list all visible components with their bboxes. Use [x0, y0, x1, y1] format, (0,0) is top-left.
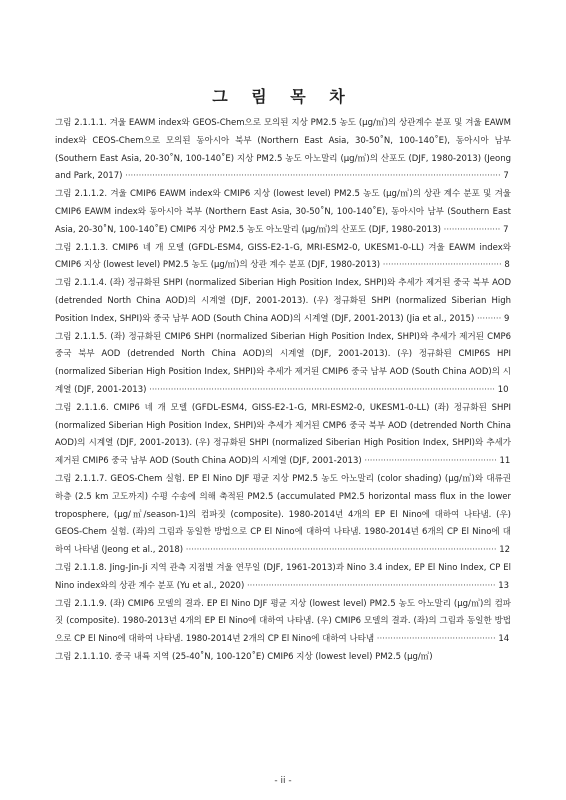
dot-leader: ···················································································································	[185, 545, 497, 556]
entry-caption: 그림 2.1.1.3. CMIP6 네 개 모델 (GFDL-ESM4, GISS-E2-1-G, MRI-ESM2-0, UKESM1-0-LL) 겨울 EAWM index와 CMIP6 지상 (lowest level) PM2.5 농도 (μg/㎥)의 상관 계수 분포 (DJF, 1980-2013)	[55, 242, 511, 271]
entry-page-number: 7	[503, 171, 509, 182]
entry-caption: 그림 2.1.1.2. 겨울 CMIP6 EAWM index와 CMIP6 지상 (lowest level) PM2.5 농도 (μg/㎥)의 상관 계수 분포 및 겨울 CMIP6 EAWM index와 동아시아 북부 (Northern East Asia, 30-50˚N, 100-140˚E), 동아시아 남부 (Southern East Asia, 20-30˚N, 100-140˚E) CMIP6 지상 PM2.5 농도 아노말리 (μg/㎥)의 산포도 (DJF, 1980-2013)	[55, 189, 511, 235]
entry-caption: 그림 2.1.1.6. CMIP6 네 개 모델 (GFDL-ESM4, GISS-E2-1-G, MRI-ESM2-0, UKESM1-0-LL) (좌) 정규화된 SHPI (normalized Siberian High Position Index, SHPI)와 추세가 제거된 CMP6 중국 북부 AOD (detrended North China AOD)의 시계열 (DJF, 2001-2013). (우) 정규화된 SHPI (normalized Siberian High Position Index, SHPI)와 추세가 제거된 CMIP6 중국 남부 AOD (South China AOD)의 시계열 (DJF, 2001-2013)	[55, 402, 511, 467]
page-number-footer: - ii -	[274, 776, 292, 786]
toc-entry[interactable]	[55, 596, 511, 649]
toc-entry[interactable]	[55, 649, 511, 667]
entry-page-number: 9	[504, 313, 510, 324]
toc-entry[interactable]	[55, 560, 511, 596]
entry-page-number: 10	[497, 384, 509, 395]
dot-leader: ···········································································································································	[125, 171, 501, 182]
toc-entry[interactable]	[55, 115, 511, 186]
toc-entry[interactable]	[55, 275, 511, 328]
page-title: 그 림 목 차	[212, 87, 354, 106]
dot-leader: ·········	[476, 313, 502, 324]
entry-caption: 그림 2.1.1.10. 중국 내륙 지역 (25-40˚N, 100-120˚E) CMIP6 지상 (lowest level) PM2.5 (μg/㎥)	[55, 651, 433, 662]
entry-caption: 그림 2.1.1.4. (좌) 정규화된 SHPI (normalized Siberian High Position Index, SHPI)와 추세가 제거된 중국 북부 AOD (detrended North China AOD)의 시계열 (DJF, 2001-2013). (우) 정규화된 SHPI (normalized Siberian High Position Index, SHPI)와 중국 남부 AOD (South China AOD)의 시계열 (DJF, 2001-2013) (Jia et al., 2015)	[55, 278, 511, 324]
entry-caption: 그림 2.1.1.8. Jing-Jin-Ji 지역 관측 지점별 겨울 연무일 (DJF, 1961-2013)과 Nino 3.4 index, EP El Nino Index, CP El Nino index와의 상관 계수 분포 (Yu et al., 2020)	[55, 562, 511, 591]
toc-entry[interactable]	[55, 400, 511, 471]
entry-page-number: 14	[498, 634, 510, 645]
dot-leader: ············································	[382, 260, 502, 271]
dot-leader: ····························································································	[246, 580, 496, 591]
entry-caption: 그림 2.1.1.9. (좌) CMIP6 모델의 결과. EP El Nino DJF 평균 지상 (lowest level) PM2.5 농도 아노말리 (μg/㎥)의 컴파짓 (composite). 1980-2013년 4개의 EP El Nino에 대하여 나타냄. (우) CMIP6 모델의 결과. (좌)의 그림과 동일한 방법으로 CP El Nino에 대하여 나타냄. 1980-2014년 2개의 CP El Nino에 대하여 나타냄	[55, 598, 511, 645]
entry-page-number: 12	[499, 545, 511, 556]
dot-leader: ································································································································	[149, 384, 495, 395]
toc-entry[interactable]	[55, 186, 511, 239]
entry-caption: 그림 2.1.1.5. (좌) 정규화된 CMIP6 SHPI (normalized Siberian High Position Index, SHPI)와 추세가 제거된 CMP6 중국 북부 AOD (detrended North China AOD)의 시계열 (DJF, 2001-2013). (우) 정규화된 CMIP6S HPI (normalized Siberian High Position Index, SHPI)와 추세가 제거된 CMIP6 중국 남부 AOD (South China AOD)의 시계열 (DJF, 2001-2013)	[55, 331, 511, 395]
toc-entry[interactable]	[55, 240, 511, 276]
dot-leader: ·················································	[364, 456, 497, 467]
entry-page-number: 7	[503, 224, 509, 235]
toc-entry[interactable]	[55, 471, 511, 560]
dot-leader: ············································	[376, 634, 496, 645]
entry-page-number: 8	[504, 260, 510, 271]
entry-page-number: 11	[499, 456, 511, 467]
entry-caption: 그림 2.1.1.7. GEOS-Chem 실험. EP El Nino DJF 평균 지상 PM2.5 농도 아노말리 (color shading) (μg/㎥)와 대류권 하층 (2.5 km 고도까지) 수평 수송에 의해 축적된 PM2.5 (accumulated PM2.5 horizontal mass flux in the lower troposphere, (μg/㎥/season-1)의 컴파짓 (composite). 1980-2014년 4개의 EP El Nino에 대하여 나타냄. (우) GEOS-Chem 실험. (좌)의 그림과 동일한 방법으로 CP El Nino에 대하여 나타냄. 1980-2014년 6개의 CP El Nino에 대하여 나타냄 (Jeong et al., 2018)	[55, 473, 511, 556]
dot-leader: ·····················	[443, 224, 501, 235]
toc-entry[interactable]	[55, 329, 511, 400]
entry-caption: 그림 2.1.1.1. 겨울 EAWM index와 GEOS-Chem으로 모의된 지상 PM2.5 농도 (μg/㎥)의 상관계수 분포 및 겨울 EAWM index와 CEOS-Chem으로 모의된 동아시아 북부 (Northern East Asia, 30-50˚N, 100-140˚E), 동아시아 남부 (Southern East Asia, 20-30˚N, 100-140˚E) 지상 PM2.5 농도 아노말리 (μg/㎥)의 산포도 (DJF, 1980-2013) (Jeong and Park, 2017)	[55, 118, 511, 182]
entry-page-number: 13	[498, 580, 510, 591]
figure-list	[55, 115, 511, 667]
